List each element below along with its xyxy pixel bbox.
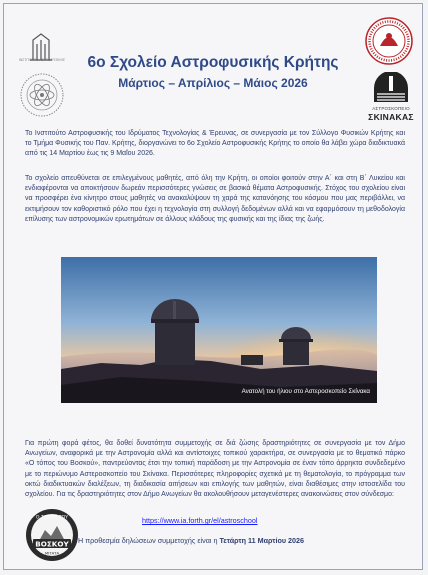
observatory-photo bbox=[61, 257, 377, 403]
page-subtitle: Μάρτιος – Απρίλιος – Μάιος 2026 bbox=[118, 76, 308, 90]
bosko-park-logo bbox=[25, 508, 79, 562]
skinakas-observatory-label: ΑΣΤΡΟΣΚΟΠΕΙΟ bbox=[372, 106, 410, 111]
deadline-date: Τετάρτη 11 Μαρτίου 2026 bbox=[219, 536, 305, 545]
registration-deadline bbox=[78, 536, 304, 545]
astroschool-link[interactable]: https://www.ia.forth.gr/el/astroschool bbox=[142, 516, 258, 525]
bosko-logo-top-text: Ο ΤΟΠΟΣ ΤΟΥ bbox=[35, 515, 69, 521]
audience-paragraph: Το σχολείο απευθύνεται σε επιλεγμένους μαθητές, από όλη την Κρήτη, οι οποίοι φοιτούν στην Α΄ και στη Β΄ Λυκείου και ενδιαφέρονται να αποκτήσουν δωρεάν περισσότερες γνώσεις σε βασικά θέματα Αστροφυσικής. Στόχος του σχολείου είναι να προσφέρει ένα κίνητρο στους μαθητές να ανακαλύψουν τη χαρά της κατανόησης του κόσμου που μας περιβάλλει, να εκτιμήσουν τον καθοριστικό ρόλο που έχει η τεχνολογία στη συλλογή δεδομένων αλλά και να εφαρμόσουν τη μεθοδολογία επίλυσης των αστρονομικών ερωτημάτων σε άλλους κλάδους της φυσικής και της ίδιας της ζωής. bbox=[25, 175, 405, 223]
page-title: 6ο Σχολείο Αστροφυσικής Κρήτης bbox=[87, 54, 339, 71]
bosko-logo-name: ΒΟΣΚΟΥ bbox=[35, 539, 69, 549]
skinakas-observatory-name: ΣΚΙΝΑΚΑΣ bbox=[368, 112, 414, 122]
bosko-logo-bottom-text: ΜΙΤΑΤΑ bbox=[44, 550, 60, 556]
deadline-prefix: Η προθεσμία δηλώσεων συμμετοχής είναι η bbox=[78, 536, 220, 545]
institute-logo-caption: ΙΝΣΤΙΤΟΥΤΟ ΑΣΤΡΟΦΥΣΙΚΗΣ bbox=[18, 58, 66, 62]
activities-paragraph: Για πρώτη φορά φέτος, θα δοθεί δυνατότητα συμμετοχής σε διά ζώσης δραστηριότητες σε συνεργασία με τον Δήμο Ανωγείων, αναφορικά με την Αστρονομία αλλά και αντίστοιχες τοπικού χαρακτήρα, σε συνεργασία με το θεματικό πάρκο «Ο τόπος του Βοσκού», παντρεύοντας έτσι την τοπική παράδοση με την Αστρονομία σε έναν τόπο άρρηκτα συνδεδεμένο με το περιώνυμο Αστεροσκοπείο του Σκίνακα. Περισσότερες πληροφορίες σχετικά με τη θεματολογία, το πρόγραμμα των οκτώ διαδικτυακών διαλέξεων, τη διαδικασία αιτήσεων και επιλογής των μαθητών, είναι διαθέσιμες στην ιστοσελίδα του σχολείου. Για τις δραστηριότητες στον Δήμο Ανωγείων θα ακολουθήσουν μεταγενέστερες ανακοινώσεις στον σύνδεσμο: bbox=[25, 440, 405, 499]
poster-page bbox=[3, 3, 423, 570]
intro-paragraph: Το Ινστιτούτο Αστροφυσικής του Ιδρύματος Τεχνολογίας & Έρευνας, σε συνεργασία με τον Σύλλογο Φυσικών Κρήτης και το Τμήμα Φυσικής του Παν. Κρήτης, διοργανώνει το 6ο Σχολείο Αστροφυσικής Κρήτης το οποίο θα λάβει χώρα διαδικτυακά από τις 14 Μαρτίου έως τις 9 Μαΐου 2026. bbox=[25, 130, 405, 158]
photo-caption: Ανατολή του ήλιου στο Αστεροσκοπείο Σκίνακα bbox=[241, 388, 370, 395]
